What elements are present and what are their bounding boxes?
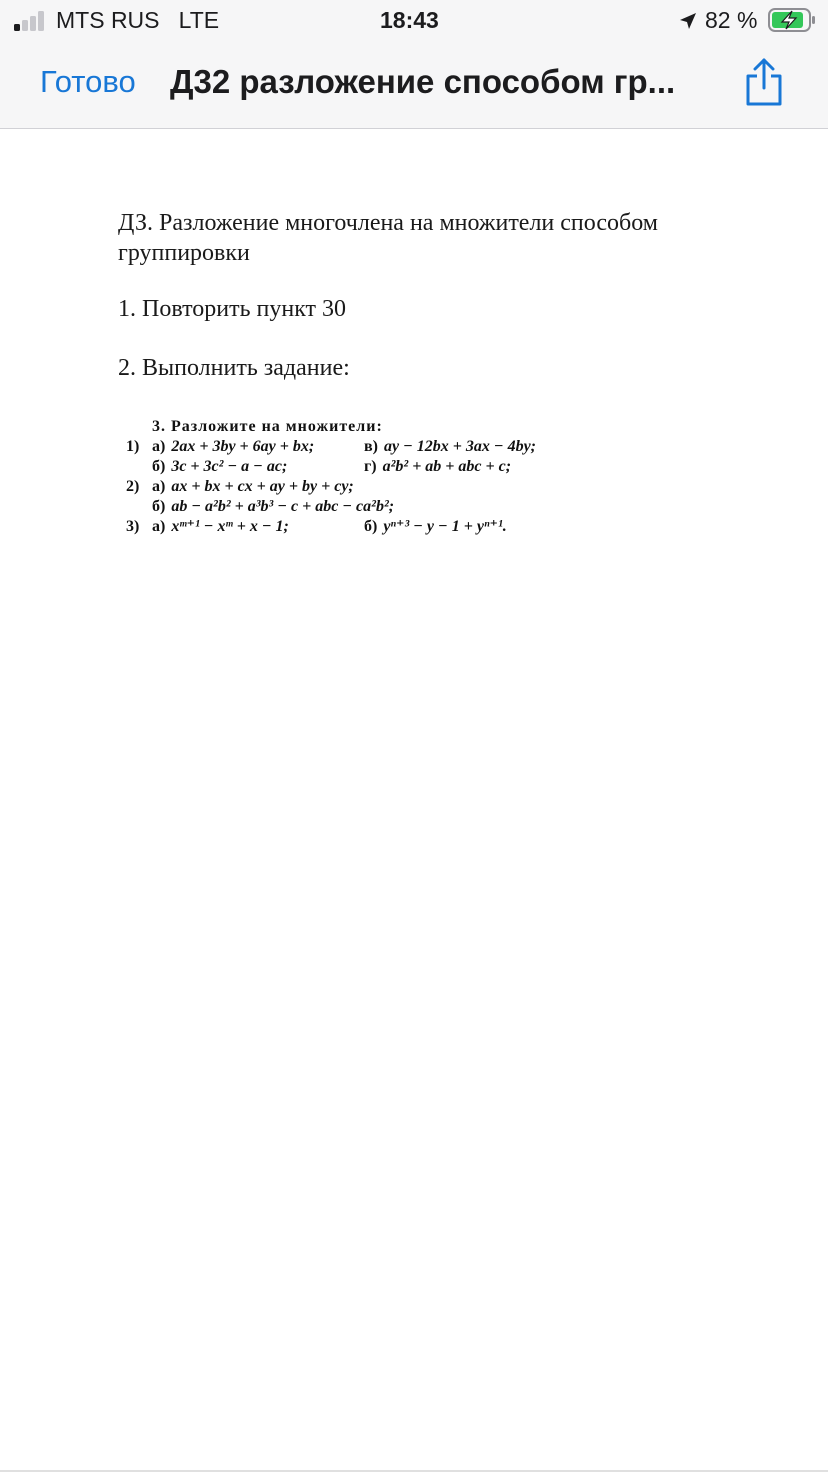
exercise-row [126,437,596,457]
expression: yⁿ⁺³ − y − 1 + yⁿ⁺¹. [383,518,507,535]
expression: ab − a²b² + a³b³ − c + abc − ca²b²; [171,498,395,515]
carrier-label: MTS RUS LTE [56,7,220,33]
row-number: 3) [126,518,140,535]
exercise-row [126,457,596,477]
expression: 3c + 3c² − a − ac; [171,458,288,475]
item-label: б) [364,518,378,535]
task-item-1: 1. Повторить пункт 30 [118,296,347,322]
row-number: 1) [126,438,140,455]
navigation-bar [0,40,828,129]
status-bar [0,0,828,40]
document-title: Д32 разложение способом гр... [170,63,676,100]
exercise-block [126,417,596,537]
item-label: б) [152,458,166,475]
exercise-heading: 3. Разложите на множители: [152,418,383,435]
document-viewer[interactable] [0,129,828,1472]
task-item-2: 2. Выполнить задание: [118,355,350,381]
expression: 2ax + 3by + 6ay + bx; [171,438,315,455]
expression: ay − 12bx + 3ax − 4by; [383,438,537,455]
item-label: г) [364,458,377,475]
item-label: в) [364,438,378,455]
expression: a²b² + ab + abc + c; [382,458,512,475]
signal-strength-icon [14,11,48,31]
item-label: а) [152,518,166,535]
location-arrow-icon [678,11,698,31]
item-label: а) [152,478,166,495]
done-button[interactable]: Готово [40,64,136,99]
battery-percentage: 82 % [705,7,758,33]
assignment-title: ДЗ. Разложение многочлена на множители способом группировки [118,210,658,266]
item-label: а) [152,438,166,455]
battery-charging-icon [768,8,816,32]
expression: xᵐ⁺¹ − xᵐ + x − 1; [171,518,289,535]
expression: ax + bx + cx + ay + by + cy; [171,478,354,495]
share-icon[interactable] [742,56,786,108]
exercise-row [126,497,596,517]
row-number: 2) [126,478,140,495]
status-time: 18:43 [380,7,439,33]
exercise-row [126,517,596,537]
exercise-row [126,477,596,497]
item-label: б) [152,498,166,515]
